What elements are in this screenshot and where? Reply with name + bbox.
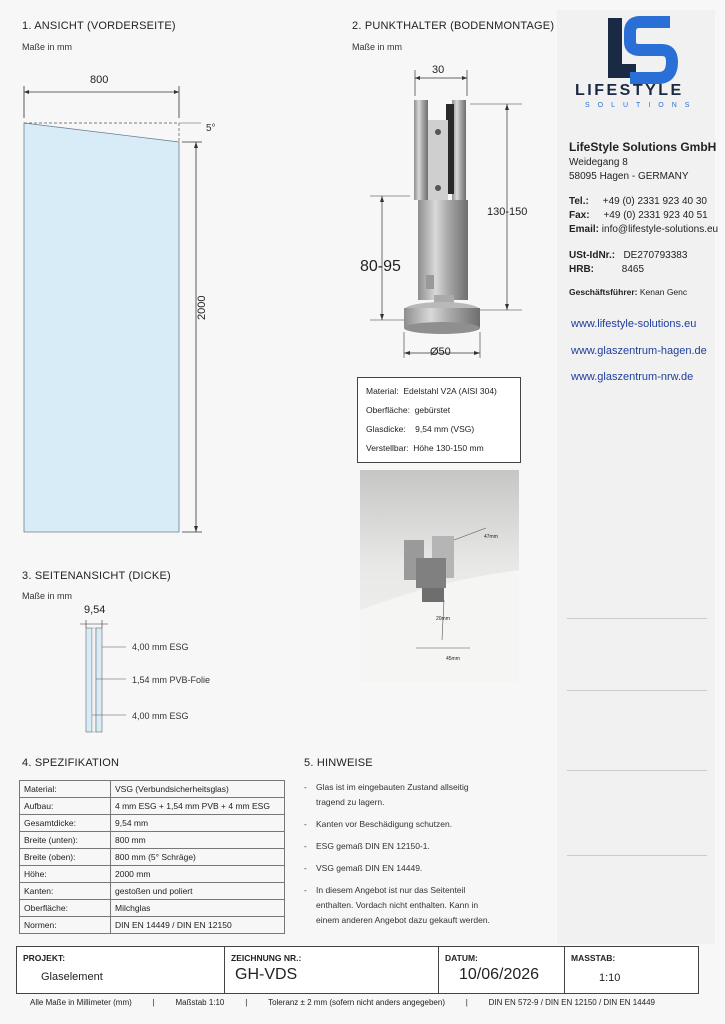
spec-label: Gesamtdicke: bbox=[20, 815, 111, 832]
spec-label: Höhe: bbox=[20, 866, 111, 883]
titleblock-drawing-number: ZEICHNUNG NR.: GH-VDS bbox=[224, 946, 439, 994]
view2-total-height: 130-150 bbox=[487, 206, 528, 218]
drawing-date: 10/06/2026 bbox=[459, 966, 540, 983]
spec-title: 4. SPEZIFIKATION bbox=[22, 757, 120, 769]
logo-subtitle: SOLUTIONS bbox=[585, 102, 698, 109]
sidebar-divider-4 bbox=[567, 855, 707, 856]
spec-label: Kanten: bbox=[20, 883, 111, 900]
view1-angle-label: 5° bbox=[206, 123, 216, 134]
drawing-scale: 1:10 bbox=[599, 972, 621, 984]
drawing-number: GH-VDS bbox=[235, 966, 298, 983]
spec-row bbox=[20, 917, 285, 934]
photo-dim-2: 20mm bbox=[436, 616, 450, 622]
spec-row bbox=[20, 900, 285, 917]
sidebar-divider-3 bbox=[567, 770, 707, 771]
view2-adjust-range: 80-95 bbox=[360, 258, 401, 275]
side-view-drawing bbox=[70, 618, 140, 736]
view2-title: 2. PUNKTHALTER (BODENMONTAGE) bbox=[352, 20, 555, 32]
company-hrb: 8465 bbox=[621, 264, 645, 275]
company-address bbox=[569, 140, 716, 184]
link-lifestyle[interactable]: www.lifestyle-solutions.eu bbox=[571, 318, 697, 330]
spec-label: Breite (oben): bbox=[20, 849, 111, 866]
spec-label: Oberfläche: bbox=[20, 900, 111, 917]
prop-adjustable: Verstellbar: Höhe 130-150 mm bbox=[366, 443, 484, 453]
company-ceo: Geschäftsführer: Kenan Genc bbox=[569, 287, 688, 297]
view1-unit: Maße in mm bbox=[22, 42, 73, 52]
spec-value: Milchglas bbox=[111, 900, 285, 917]
company-city: 58095 Hagen - GERMANY bbox=[569, 171, 689, 182]
holder-photo-image bbox=[360, 470, 519, 682]
note-item: - ESG gemaß DIN EN 12150-1. bbox=[304, 839, 494, 854]
spec-value: gestoßen und poliert bbox=[111, 883, 285, 900]
spec-value: DIN EN 14449 / DIN EN 12150 bbox=[111, 917, 285, 934]
prop-surface: Oberfläche: gebürstet bbox=[366, 405, 451, 415]
titleblock-project: PROJEKT: Glaselement bbox=[16, 946, 225, 994]
footer-bar bbox=[16, 998, 699, 1007]
titleblock-date: DATUM: 10/06/2026 bbox=[438, 946, 565, 994]
spec-label: Breite (unten): bbox=[20, 832, 111, 849]
prop-material: Material: Edelstahl V2A (AISI 304) bbox=[366, 386, 497, 396]
spec-row bbox=[20, 815, 285, 832]
logo-mark bbox=[600, 14, 690, 84]
note-item: - Glas ist im eingebauten Zustand allseitig tragend zu lagern. bbox=[304, 780, 494, 810]
spec-label: Aufbau: bbox=[20, 798, 111, 815]
spec-row bbox=[20, 832, 285, 849]
layer-esg-inner: 4,00 mm ESG bbox=[132, 711, 189, 721]
logo-wordmark: LIFESTYLE bbox=[575, 82, 684, 99]
spec-row bbox=[20, 866, 285, 883]
view2-top-width: 30 bbox=[432, 64, 445, 76]
footer-units: Alle Maße in Millimeter (mm) bbox=[30, 998, 132, 1007]
sidebar-divider-2 bbox=[567, 690, 707, 691]
spec-value: 800 mm (5° Schräge) bbox=[111, 849, 285, 866]
spec-row bbox=[20, 781, 285, 798]
notes-title: 5. HINWEISE bbox=[304, 757, 373, 769]
spec-label: Normen: bbox=[20, 917, 111, 934]
layer-pvb: 1,54 mm PVB-Folie bbox=[132, 675, 211, 685]
footer-scale: Maßstab 1:10 bbox=[175, 998, 225, 1007]
notes-list bbox=[304, 780, 494, 935]
view3-title: 3. SEITENANSICHT (DICKE) bbox=[22, 570, 171, 582]
company-vat: DE270793383 bbox=[623, 250, 688, 261]
view2-unit: Maße in mm bbox=[352, 42, 403, 52]
company-contact: Tel.: +49 (0) 2331 923 40 30 Fax: +49 (0) 2331 923 40 51 Email: info@lifestyle-solutions.eu bbox=[569, 196, 719, 235]
view2-diameter: Ø50 bbox=[430, 346, 451, 358]
holder-photo bbox=[360, 470, 519, 682]
note-item: - VSG gemaß DIN EN 14449. bbox=[304, 861, 494, 876]
photo-dim-3: 45mm bbox=[446, 656, 460, 662]
company-name: LifeStyle Solutions GmbH bbox=[569, 140, 717, 154]
spec-table bbox=[19, 780, 285, 934]
layer-esg-outer: 4,00 mm ESG bbox=[132, 642, 189, 652]
view1-title: 1. ANSICHT (VORDERSEITE) bbox=[22, 20, 176, 32]
spec-value: 4 mm ESG + 1,54 mm PVB + 4 mm ESG bbox=[111, 798, 285, 815]
view1-width-label: 800 bbox=[90, 74, 109, 86]
view1-height-label: 2000 bbox=[196, 295, 208, 320]
photo-dim-1: 47mm bbox=[484, 534, 498, 540]
company-email[interactable]: info@lifestyle-solutions.eu bbox=[601, 224, 719, 235]
front-view-drawing bbox=[16, 66, 246, 546]
spec-row bbox=[20, 849, 285, 866]
view3-thickness: 9,54 bbox=[84, 604, 106, 616]
view3-unit: Maße in mm bbox=[22, 591, 73, 601]
prop-glass-thickness: Glasdicke: 9,54 mm (VSG) bbox=[366, 424, 475, 434]
company-phone: +49 (0) 2331 923 40 30 bbox=[602, 196, 707, 207]
footer-sep-3: | bbox=[465, 998, 468, 1007]
link-glaszentrum-hagen[interactable]: www.glaszentrum-hagen.de bbox=[571, 345, 707, 357]
link-glaszentrum-nrw[interactable]: www.glaszentrum-nrw.de bbox=[571, 371, 694, 383]
spec-row bbox=[20, 883, 285, 900]
company-fax: +49 (0) 2331 923 40 51 bbox=[603, 210, 708, 221]
holder-properties-box bbox=[357, 377, 521, 463]
spec-value: VSG (Verbundsicherheitsglas) bbox=[111, 781, 285, 798]
footer-tolerance: Toleranz ± 2 mm (sofern nicht anders angegeben) bbox=[268, 998, 445, 1007]
spec-label: Material: bbox=[20, 781, 111, 798]
spec-value: 2000 mm bbox=[111, 866, 285, 883]
note-item: - In diesem Angebot ist nur das Seitenteil enthalten. Vordach nicht enthalten. Kann in einem anderen Angebot dazu gekauft werden. bbox=[304, 883, 494, 928]
company-street: Weidegang 8 bbox=[569, 157, 628, 168]
project-name: Glaselement bbox=[41, 971, 103, 983]
company-registration: USt-IdNr.: DE270793383 HRB: 8465 bbox=[569, 250, 688, 275]
titleblock-scale: MASSTAB: 1:10 bbox=[564, 946, 699, 994]
sidebar-divider-1 bbox=[567, 618, 707, 619]
spec-value: 9,54 mm bbox=[111, 815, 285, 832]
footer-sep-1: | bbox=[152, 998, 155, 1007]
spec-row bbox=[20, 798, 285, 815]
spec-value: 800 mm bbox=[111, 832, 285, 849]
footer-sep-2: | bbox=[245, 998, 248, 1007]
note-item: - Kanten vor Beschädigung schutzen. bbox=[304, 817, 494, 832]
point-holder-drawing bbox=[352, 70, 552, 370]
footer-norms: DIN EN 572-9 / DIN EN 12150 / DIN EN 14449 bbox=[488, 998, 655, 1007]
